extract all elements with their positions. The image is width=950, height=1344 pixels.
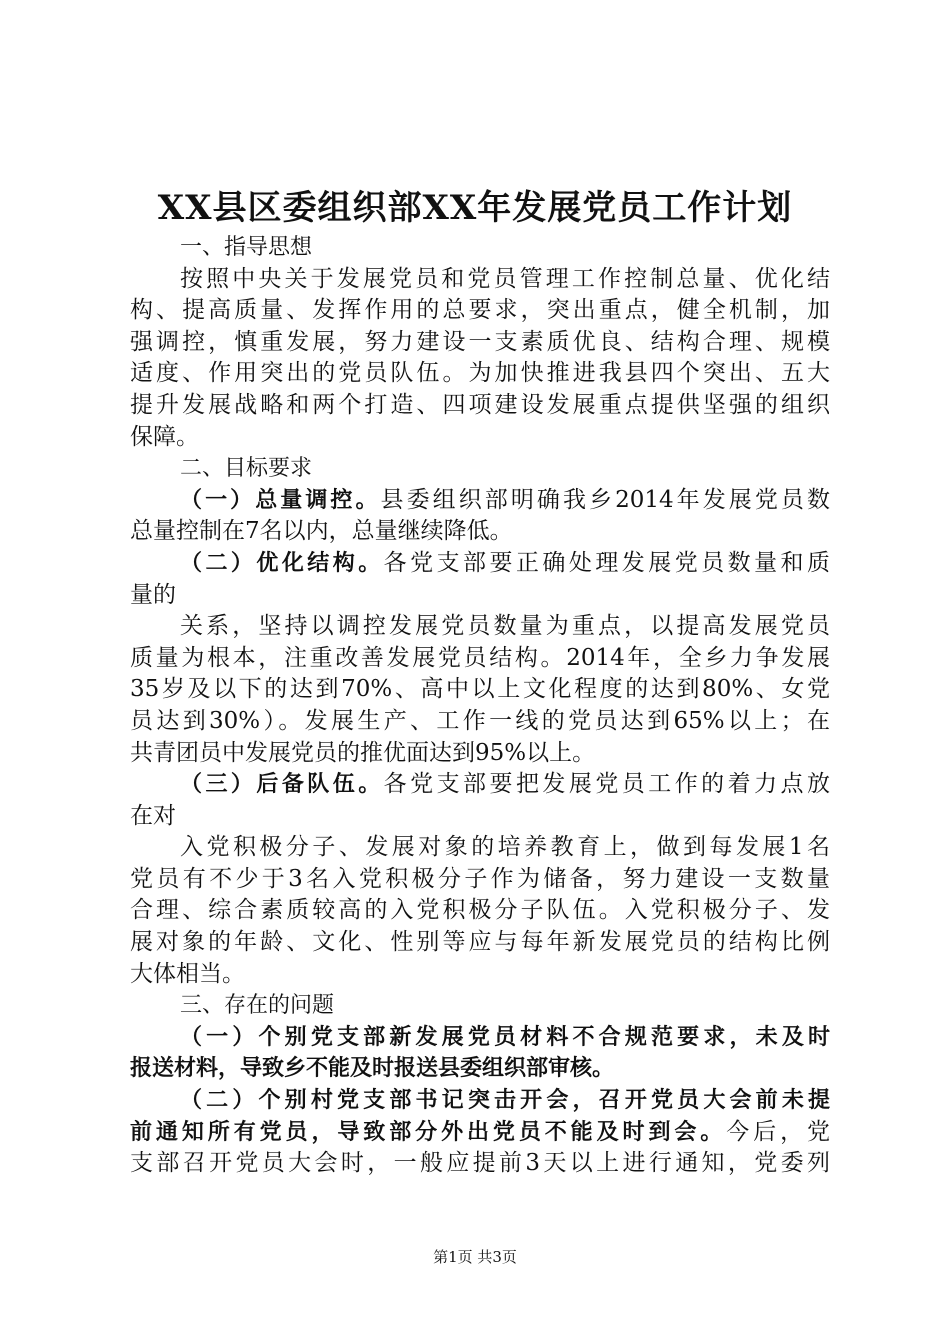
paragraph-text: 各党支部要正确处理发展党员数量和质 (383, 549, 830, 576)
paragraph-text: 今后，党 (726, 1118, 830, 1145)
paragraph-line: 支部召开党员大会时，一般应提前3天以上进行通知，党委列 (130, 1150, 830, 1177)
paragraph-line: 入党积极分子、发展对象的培养教育上，做到每发展1名 (180, 834, 830, 861)
paragraph-line: 总量控制在7名以内，总量继续降低。 (130, 518, 513, 545)
paragraph-line: 适度、作用突出的党员队伍。为加快推进我县四个突出、五大 (130, 360, 830, 387)
paragraph-line (130, 548, 830, 580)
paragraph-line: 按照中央关于发展党员和党员管理工作控制总量、优化结 (180, 265, 830, 292)
section-heading: 一、指导思想 (180, 235, 313, 260)
paragraph-text: 前通知所有党员，导致部分外出党员不能及时到会。 (130, 1119, 727, 1145)
paragraph-line: 合理、综合素质较高的入党积极分子队伍。入党积极分子、发 (130, 897, 830, 924)
paragraph-line (130, 485, 830, 517)
paragraph-line: 展对象的年龄、文化、性别等应与每年新发展党员的结构比例 (130, 929, 830, 956)
document-title: XX县区委组织部XX年发展党员工作计划 (157, 188, 793, 228)
paragraph-line: （二）个别村党支部书记突击开会，召开党员大会前未提 (180, 1088, 830, 1114)
document-body (130, 232, 830, 1180)
section-heading: 二、目标要求 (180, 456, 313, 482)
paragraph-line: 提升发展战略和两个打造、四项建设发展重点提供坚强的组织 (130, 391, 830, 418)
paragraph-text: 各党支部要把发展党员工作的着力点放 (383, 771, 830, 798)
paragraph-line: 报送材料，导致乡不能及时报送县委组织部审核。 (130, 1056, 615, 1082)
page-footer: 第1页 共3页 (433, 1248, 517, 1266)
paragraph-line: 员达到30%）。发展生产、工作一线的党员达到65%以上；在 (130, 707, 830, 734)
section-heading: 三、存在的问题 (180, 993, 335, 1019)
subheading-lead: （一）总量调控。 (180, 487, 381, 513)
paragraph-line: 35岁及以下的达到70%、高中以上文化程度的达到80%、女党 (130, 676, 830, 703)
paragraph-text: 县委组织部明确我乡2014年发展党员数 (380, 486, 830, 513)
paragraph-line: 量的 (130, 581, 176, 608)
paragraph-line: 构、提高质量、发挥作用的总要求，突出重点，健全机制，加 (130, 297, 830, 324)
paragraph-line: 共青团员中发展党员的推优面达到95%以上。 (130, 739, 596, 766)
subheading-lead: （三）后备队伍。 (180, 772, 384, 798)
paragraph-line: 在对 (130, 802, 176, 829)
subheading-lead: （二）优化结构。 (180, 550, 384, 576)
paragraph-line: 质量为根本，注重改善发展党员结构。2014年，全乡力争发展 (130, 644, 830, 671)
paragraph-line: 关系，坚持以调控发展党员数量为重点，以提高发展党员 (180, 613, 830, 640)
paragraph-line: 保障。 (130, 423, 199, 450)
paragraph-line: 强调控，慎重发展，努力建设一支素质优良、结构合理、规模 (130, 328, 830, 355)
paragraph-line: 党员有不少于3名入党积极分子作为储备，努力建设一支数量 (130, 865, 830, 892)
paragraph-line (130, 1117, 830, 1149)
paragraph-line: （一）个别党支部新发展党员材料不合规范要求，未及时 (180, 1024, 830, 1050)
paragraph-line: 大体相当。 (130, 960, 245, 987)
paragraph-line (130, 769, 830, 801)
